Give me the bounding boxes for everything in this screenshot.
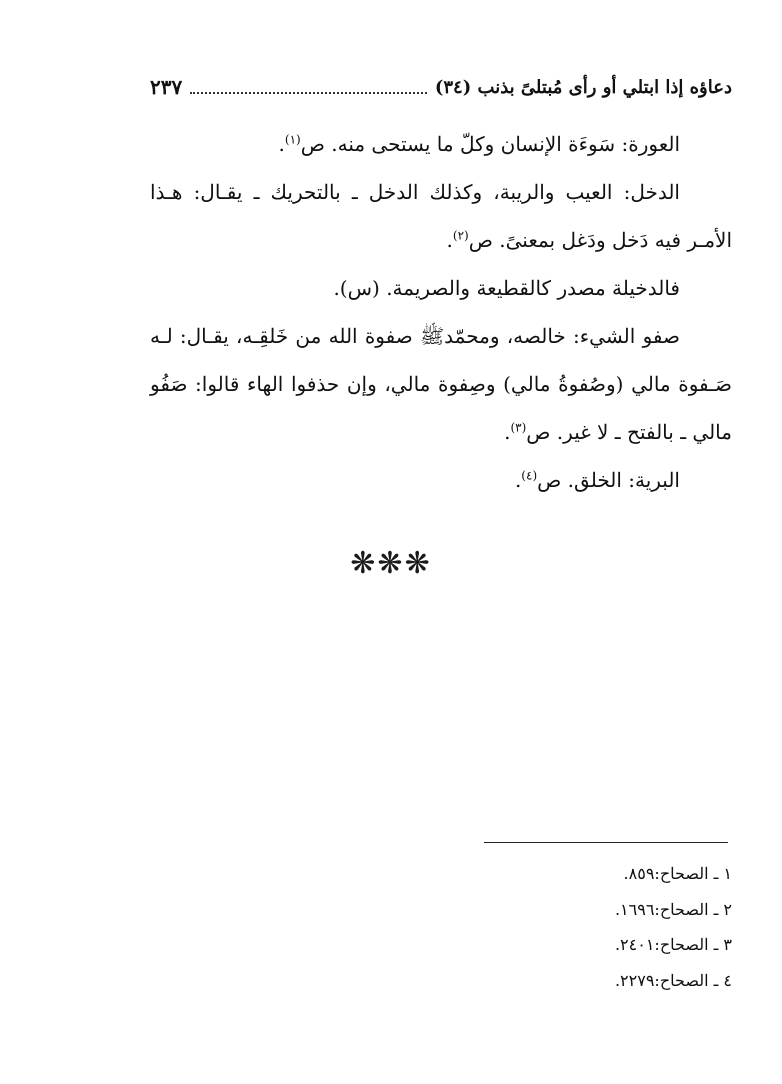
paragraph-text: صفو الشيء: خالصه، ومحمّدﷺ صفوة الله من خَلقِـه، يقـال: لـه صَـفوة مالي (وصُفوةُ مالي) وصِفوة مالي، وإن حذفوا الهاء قالوا: صَفُو مالي ـ بالفتح ـ لا غير. ص: [150, 324, 732, 444]
footnote-2: ٢ ـ الصحاح:١٦٩٦.: [614, 899, 732, 919]
running-header: [150, 70, 732, 104]
paragraph-awra: العورة: سَوءَة الإنسان وكلّ ما يستحى منه. ص$^{(١)}$.: [278, 132, 680, 156]
paragraph-dakhila: فالدخيلة مصدر كالقطيعة والصريمة. (س).: [333, 276, 680, 300]
footnote-3: ٣ ـ الصحاح:٢٤٠١.: [614, 935, 732, 954]
main-text: [150, 120, 732, 504]
paragraph-dakhl: الدخل: العيب والريبة، وكذلك الدخل ـ بالتحريك ـ يقـال: هـذا الأمـر فيه دَخل ودَغل بمعنىً. ص$^{(٢)}$.: [150, 180, 732, 252]
footnote-1: ١ ـ الصحاح:٨٥٩.: [623, 864, 732, 883]
footnote-ref-3[interactable]: (٣): [510, 420, 527, 435]
header-dotted-leader: [190, 80, 427, 94]
footnote-ref-1[interactable]: (١): [284, 132, 301, 147]
paragraph-bariyya: البرية: الخلق. ص$^{(٤)}$.: [514, 468, 680, 492]
footnotes: [150, 856, 732, 998]
paragraph-safw: صفو الشيء: خالصه، ومحمّدﷺ صفوة الله من خَلقِـه، يقـال: لـه صَـفوة مالي (وصُفوةُ مالي) وصِفوة مالي، وإن حذفوا الهاء قالوا: صَفُو مالي ـ بالفتح ـ لا غير. ص$^{(٣)}$.: [150, 324, 732, 444]
footnote-divider: [484, 842, 728, 843]
chapter-title: دعاؤه إذا ابتلي أو رأى مُبتلىً بذنب (٣٤): [434, 76, 732, 98]
paragraph-text: البرية: الخلق. ص: [537, 468, 680, 492]
page-number: ٢٣٧: [150, 75, 183, 99]
paragraph-text: الدخل: العيب والريبة، وكذلك الدخل ـ بالتحريك ـ يقـال: هـذا الأمـر فيه دَخل ودَغل بمعنىً. ص: [150, 180, 732, 252]
footnote-4: ٤ ـ الصحاح:٢٢٧٩.: [614, 970, 732, 990]
footnote-ref-4[interactable]: (٤): [521, 468, 538, 483]
footnote-ref-2[interactable]: (٢): [452, 228, 469, 243]
paragraph-text: العورة: سَوءَة الإنسان وكلّ ما يستحى منه. ص: [300, 132, 680, 156]
section-ornament-icon: ❋❋❋: [350, 546, 432, 581]
